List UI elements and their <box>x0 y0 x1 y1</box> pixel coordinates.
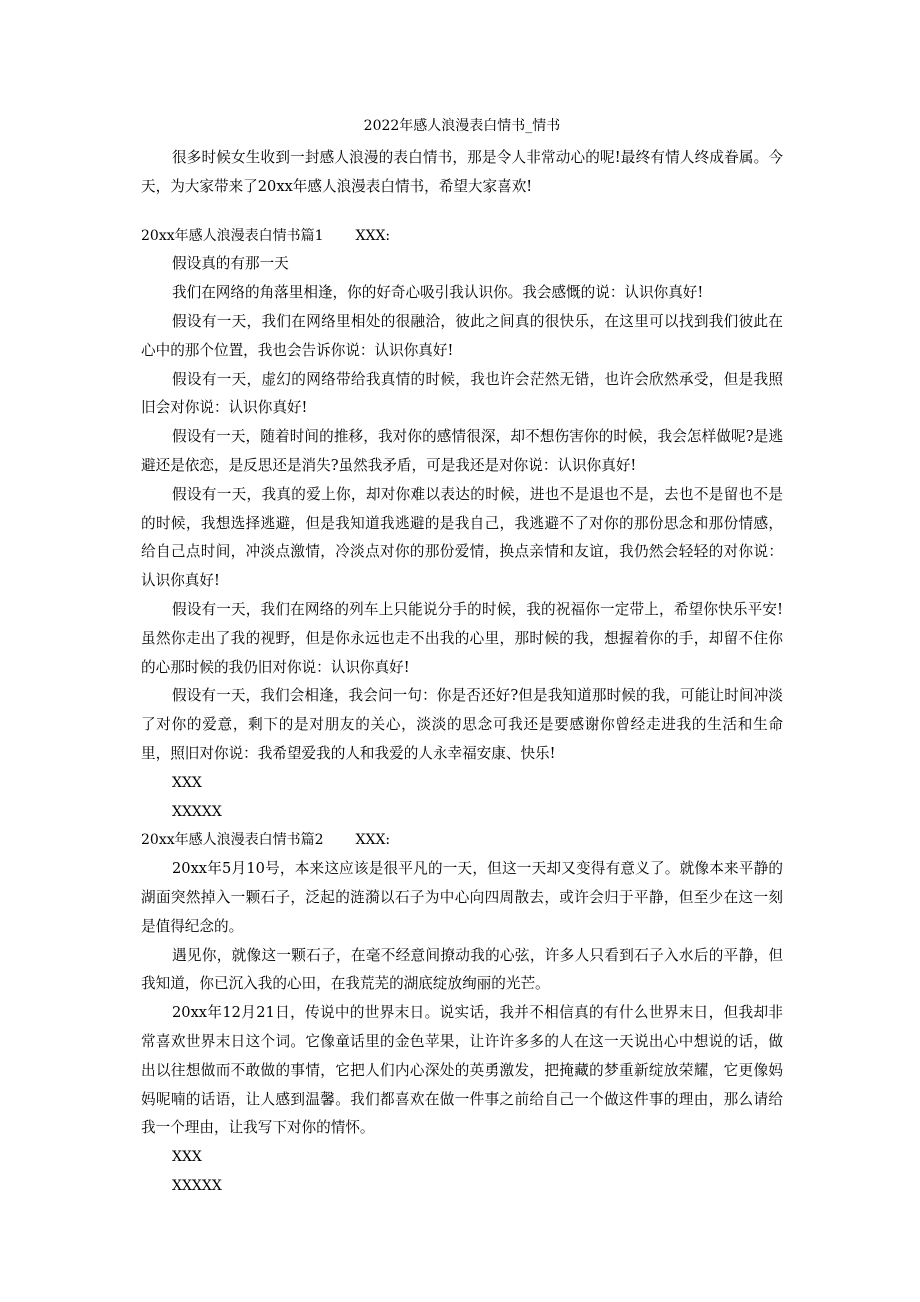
letter-2 <box>141 826 783 1200</box>
letter-1-paragraph: 我们在网络的角落里相逢，你的好奇心吸引我认识你。我会感慨的说：认识你真好! <box>172 284 704 302</box>
document-title: 2022年感人浪漫表白情书_情书 <box>363 118 561 134</box>
letter-1 <box>141 222 783 827</box>
letter-1-paragraph: 假设有一天，我们在网络里相处的很融洽，彼此之间真的很快乐，在这里可以找到我们彼此在心中的那个位置，我也会告诉你说：认识你真好! <box>141 312 783 359</box>
letter-1-heading <box>141 222 783 251</box>
letter-1-paragraph: 假设有一天，虚幻的网络带给我真情的时候，我也许会茫然无错，也许会欣然承受，但是我照旧会对你说：认识你真好! <box>141 370 783 417</box>
document-page <box>141 112 783 1201</box>
letter-1-paragraph: 假设有一天，我们会相逢，我会问一句：你是否还好?但是我知道那时候的我，可能让时间冲淡了对你的爱意，剩下的是对朋友的关心，淡淡的思念可我还是要感谢你曾经走进我的生活和生命里，照旧对你说：我希望爱我的人和我爱的人永幸福安康、快乐! <box>141 687 783 762</box>
letter-2-heading <box>141 826 783 855</box>
letter-1-title: 20xx年感人浪漫表白情书篇1 <box>141 227 324 244</box>
letter-1-paragraph: 假设有一天，我们在网络的列车上只能说分手的时候，我的祝福你一定带上，希望你快乐平安!虽然你走出了我的视野，但是你永远也走不出我的心里，那时候的我，想握着你的手，却留不住你的心那时候的我仍旧对你说：认识你真好! <box>141 600 783 676</box>
letter-1-salutation: XXX: <box>355 227 391 244</box>
letter-1-signature: XXX <box>172 774 202 791</box>
letter-1-sign-date: XXXXX <box>172 803 222 820</box>
letter-2-salutation: XXX: <box>355 832 391 849</box>
letter-2-sign-date: XXXXX <box>172 1177 222 1194</box>
letter-2-paragraph: 20xx年12月21日，传说中的世界末日。说实话，我并不相信真的有什么世界末日，但我却非常喜欢世界末日这个词。它像童话里的金色苹果，让许许多多的人在这一天说出心中想说的话，做出以往想做而不敢做的事情，它把人们内心深处的英勇激发，把掩藏的梦重新绽放荣耀，它更像妈妈呢喃的话语，让人感到温馨。我们都喜欢在做一件事之前给自己一个做这件事的理由，那么请给我一个理由，让我写下对你的情怀。 <box>141 1004 783 1137</box>
letter-2-paragraph: 20xx年5月10号，本来这应该是很平凡的一天，但这一天却又变得有意义了。就像本来平静的湖面突然掉入一颗石子，泛起的涟漪以石子为中心向四周散去，或许会归于平静，但至少在这一刻是值得纪念的。 <box>141 860 783 935</box>
letter-2-title: 20xx年感人浪漫表白情书篇2 <box>141 832 324 849</box>
intro-paragraph: 很多时候女生收到一封感人浪漫的表白情书，那是令人非常动心的呢!最终有情人终成眷属。今天，为大家带来了20xx年感人浪漫表白情书，希望大家喜欢! <box>141 149 783 195</box>
letter-2-paragraph: 遇见你，就像这一颗石子，在毫不经意间撩动我的心弦，许多人只看到石子入水后的平静，但我知道，你已沉入我的心田，在我荒芜的湖底绽放绚丽的光芒。 <box>141 946 783 993</box>
letter-2-signature: XXX <box>172 1149 202 1166</box>
letter-1-paragraph: 假设有一天，随着时间的推移，我对你的感情很深，却不想伤害你的时候，我会怎样做呢?是逃避还是依恋，是反思还是消失?虽然我矛盾，可是我还是对你说：认识你真好! <box>141 428 783 474</box>
letter-1-paragraph: 假设有一天，我真的爱上你，却对你难以表达的时候，进也不是退也不是，去也不是留也不是的时候，我想选择逃避，但是我知道我逃避的是我自己，我逃避不了对你的那份思念和那份情感，给自己点时间，冲淡点激情，冷淡点对你的那份爱情，换点亲情和友谊，我仍然会轻轻的对你说：认识你真好! <box>141 485 783 590</box>
letter-1-opening: 假设真的有那一天 <box>172 255 289 273</box>
